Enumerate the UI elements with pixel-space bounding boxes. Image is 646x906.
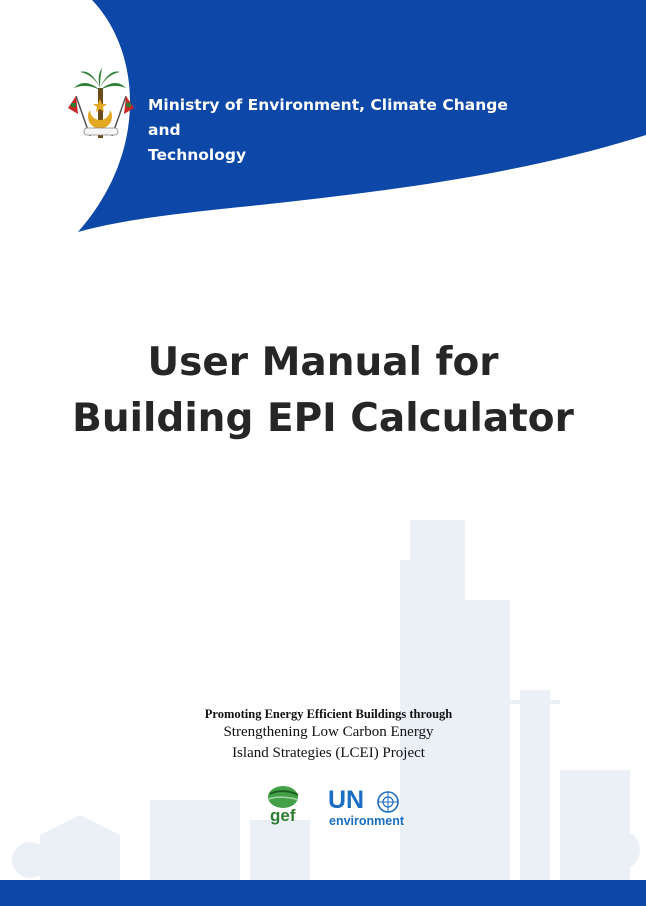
ministry-name [148,93,528,168]
environment-logo-text: environment [329,814,405,828]
project-description [186,706,471,764]
un-logo-text: UN [328,786,365,814]
gef-logo-text: gef [270,806,296,825]
document-title-line2: Building EPI Calculator [72,396,574,441]
document-title [0,335,646,447]
city-illustration [12,520,640,880]
project-line2: Strengthening Low Carbon Energy [223,724,434,740]
ministry-name-line2: Technology [148,146,247,164]
project-line3: Island Strategies (LCEI) Project [232,745,425,761]
un-emblem-icon [376,790,400,814]
maldives-emblem-icon [66,66,136,146]
project-line1: Promoting Energy Efficient Buildings through [204,707,453,721]
footer-bar [0,880,646,906]
ministry-name-line1: Ministry of Environment, Climate Change and [148,96,508,139]
document-title-line1: User Manual for [147,340,499,385]
